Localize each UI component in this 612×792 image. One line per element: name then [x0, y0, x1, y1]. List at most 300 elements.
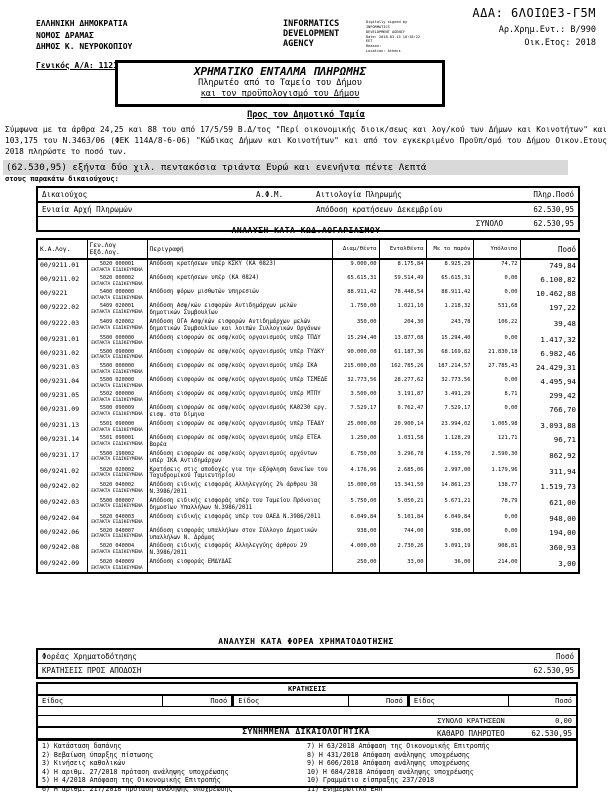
gl-category: ΕΚΤΑΚΤΑ ΕΙΔΙΚΕΥΜΕΝΑ [91, 565, 143, 571]
attachment-item: 7) Η 63/2018 Απόφαση της Οικονομικής Επιτροπής [307, 742, 490, 750]
gl-number: 5020 040002 [99, 482, 135, 489]
payment-amount: 62.530,95 [533, 205, 574, 214]
analysis-row [37, 513, 579, 527]
with-current-amount: 23.994,02 [426, 420, 473, 434]
issuer-line: ΔΗΜΟΣ Κ. ΝΕΥΡΟΚΟΠΙΟΥ [36, 42, 133, 52]
col-gl-account: Γεν.Λογ Εξδ.Λογ. [87, 239, 147, 259]
col-amount: Ποσό [520, 239, 579, 259]
entry-description: Απόδοση ειδικής εισφοράς Αλληλεγγύης άρθρου 29 Ν.3986/2011 [147, 542, 332, 558]
budgeted-amount: 15.000,00 [332, 481, 379, 497]
gl-number: 5500 000000 [99, 334, 135, 341]
account-code: 00/9231.03 [40, 363, 80, 371]
entry-description: Απόδοση εισφορών σε ασφ/κούς οργανισμούς υπέρ ΜΤΠΥ [147, 390, 332, 404]
gl-number: 5501 090001 [99, 435, 135, 442]
analysis-row [37, 542, 579, 558]
ordered-amount: 28.277,62 [379, 376, 426, 390]
digital-signature-stamp [283, 20, 428, 54]
funding-table [36, 648, 580, 679]
attachment-item: 10) Η 684/2018 Απόφαση ανάληψης υποχρέωσης [307, 767, 474, 776]
gl-category: ΕΚΤΑΚΤΑ ΕΙΔΙΚΕΥΜΕΝΑ [91, 549, 143, 555]
analysis-row [37, 302, 579, 318]
account-code: 00/9231.13 [40, 421, 80, 430]
gl-category: ΕΚΤΑΚΤΑ ΕΙΔΙΚΕΥΜΕΝΑ [91, 383, 143, 389]
account-code: 00/9211.02 [40, 275, 80, 284]
col-deduction-type-1: Είδος [37, 695, 162, 707]
fiscal-year: Οικ.Ετος: 2018 [524, 37, 596, 48]
account-code: 00/9242.02 [40, 482, 80, 491]
gl-number: 5500 020000 [99, 377, 135, 384]
ordered-amount: 33,00 [379, 558, 426, 573]
ordered-amount: 204,30 [379, 318, 426, 334]
deductions-empty-row [37, 707, 577, 716]
stamp-signature-line: DEVELOPMENT AGENCY [366, 29, 405, 34]
ordered-amount: 2.730,26 [379, 542, 426, 558]
budgeted-amount: 938,00 [332, 527, 379, 543]
stamp-agency-name: INFORMATICS DEVELOPMENT AGENCY [283, 19, 340, 49]
title-box [115, 60, 445, 107]
with-current-amount: 187.214,57 [426, 362, 473, 376]
col-deduction-type-3: Είδος [408, 695, 508, 707]
with-current-amount: 88.911,42 [426, 288, 473, 302]
col-payee: Δικαιούχος [37, 187, 252, 202]
remaining-amount: 0,00 [473, 274, 520, 288]
account-code: 00/9222.03 [40, 319, 80, 328]
total-amount: 62.530,95 [507, 217, 579, 232]
gl-category: ΕΚΤΑΚΤΑ ΕΙΔΙΚΕΥΜΕΝΑ [91, 281, 143, 287]
gl-account [87, 259, 147, 274]
gl-account [87, 334, 147, 348]
gl-category: ΕΚΤΑΚΤΑ ΕΙΔΙΚΕΥΜΕΝΑ [91, 427, 143, 433]
with-current-amount: 4.159,70 [426, 450, 473, 466]
gl-account [87, 318, 147, 334]
deductions-total-amount: 0,00 [509, 716, 577, 728]
with-current-amount: 3.491,29 [426, 390, 473, 404]
funding-amount: 62.530,95 [533, 666, 574, 675]
remaining-amount: 78,79 [473, 497, 520, 513]
analysis-row [37, 466, 579, 482]
entry-description: Απόδοση κρατήσεων υπέρ (ΚΑ 0824) [147, 274, 332, 288]
entry-description: Απόδοση εισφοράς ΕΜΔΥΔΑΣ [147, 558, 332, 573]
ordered-amount: 3.296,78 [379, 450, 426, 466]
entry-description: Απόδοση εισφορών σε ασφ/κούς οργανισμούς αρχόντων υπέρ ΙΚΑ Αντιδημάρχων [147, 450, 332, 466]
issuer-lines [36, 18, 132, 53]
ordered-amount: 744,00 [379, 527, 426, 543]
with-current-amount: 14.861,23 [426, 481, 473, 497]
entry-amount: 96,71 [520, 434, 579, 450]
serial-number: Γενικός Α/Α: 1121 [36, 60, 118, 70]
entry-description: Απόδοση ειδικής εισφοράς υπέρ του ΟΑΕΔ Ν.3986/2011 [147, 513, 332, 527]
doc-number: Αρ.Χρημ.Εντ.: Β/990 [498, 25, 596, 35]
ordered-amount: 78.448,54 [379, 288, 426, 302]
remaining-amount: 74,72 [473, 259, 520, 274]
remaining-amount: 0,00 [473, 513, 520, 527]
remaining-amount: 2.590,30 [473, 450, 520, 466]
col-afm: Α.Φ.Μ. [252, 187, 312, 202]
budgeted-amount: 25.000,00 [332, 420, 379, 434]
analysis-row [37, 274, 579, 288]
payee-name: Ενιαία Αρχή Πληρωμών [42, 205, 133, 214]
gl-account [87, 558, 147, 573]
account-code: 00/9231.14 [40, 435, 80, 444]
gl-category: ΕΚΤΑΚΤΑ ΕΙΔΙΚΕΥΜΕΝΑ [91, 520, 143, 526]
deductions-total-row [37, 716, 577, 728]
legal-paragraph: Σύμφωνα με τα άρθρα 24,25 και 88 του από 17/5/59 Β.Δ/τος "Περί οικονομικής διοικ/σεως και λογ/κού των Δήμων και Κοινοτήτων" και 103,175 του Ν.3463/06 (ΦΕΚ 114Α/8-6-06) "Κώδικας Δήμων και Κοινοτήτων" και από τον εγκεκριμένο Προϋπ/σμό του Δήμου Οικον.Ετους 2018 πληρώστε το ποσό των. [5, 125, 607, 157]
with-current-amount: 7.529,17 [426, 404, 473, 420]
budgeted-amount: 9.000,00 [332, 259, 379, 274]
remaining-amount: 214,00 [473, 558, 520, 573]
budgeted-amount: 5.750,00 [332, 497, 379, 513]
gl-number: 5020 040004 [99, 543, 135, 550]
budgeted-amount: 6.750,00 [332, 450, 379, 466]
gl-category: ΕΚΤΑΚΤΑ ΕΙΔΙΚΕΥΜΕΝΑ [91, 441, 143, 447]
analysis-row [37, 527, 579, 543]
with-current-amount: 243,78 [426, 318, 473, 334]
account-code: 00/9242.03 [40, 497, 80, 506]
gl-account [87, 466, 147, 482]
attachment-item: 6) Η αριθμ. 217/2018 πρόταση ανάληψης υποχρέωσης [42, 784, 233, 792]
col-description: Περιγραφή [147, 239, 332, 259]
ordered-amount: 13.341,50 [379, 481, 426, 497]
stamp-signature-line: Reason: [366, 44, 382, 49]
col-funding-amount: Ποσό [507, 649, 579, 664]
attachment-item: 10) Γραμμάτιο είσπραξης 237/2018 [307, 776, 435, 785]
account-code: 00/9241.02 [40, 466, 80, 475]
budgeted-amount: 4.000,00 [332, 542, 379, 558]
analysis-row [37, 481, 579, 497]
entry-description: Απόδοση φόρων μισθωτών υπηρεσιών [147, 288, 332, 302]
entry-description: Απόδοση εισφοράς υπαλλήλων στον Σύλλογο Δημοτικών υπαλλήλων Ν. Δράμας [147, 527, 332, 543]
entry-amount: 197,22 [520, 302, 579, 318]
gl-number: 5020 040003 [99, 513, 135, 520]
account-code: 00/9231.02 [40, 348, 80, 357]
gl-account [87, 274, 147, 288]
title-subtitle-1: Πληρωτέο από το Ταμείο του Δήμου [198, 78, 362, 88]
entry-amount: 24.429,31 [520, 362, 579, 376]
entry-description: Απόδοση Ασφ/κών εισφορών Αντιδημάρχων μελών δημοτικών Συμβουλίων [147, 302, 332, 318]
account-code: 00/9242.09 [40, 559, 80, 568]
remaining-amount: 21.830,18 [473, 348, 520, 362]
attachments-right-column [307, 742, 572, 792]
ordered-amount: 59.514,49 [379, 274, 426, 288]
entry-description: Απόδοση εισφορών σε ασφ/κούς οργανισμούς υπέρ ΤΕΑΔΥ [147, 420, 332, 434]
attachments-box [36, 738, 578, 792]
col-amount: Πληρ.Ποσό [507, 187, 579, 202]
col-remaining: Υπόλοιπο [473, 239, 520, 259]
gl-number: 5020 020002 [99, 466, 135, 473]
account-code: 00/9231.01 [40, 334, 80, 343]
gl-category: ΕΚΤΑΚΤΑ ΕΙΔΙΚΕΥΜΕΝΑ [91, 355, 143, 361]
issuer-line: ΝΟΜΟΣ ΔΡΑΜΑΣ [36, 30, 94, 40]
analysis-row [37, 334, 579, 348]
remaining-amount: 121,71 [473, 434, 520, 450]
gl-number: 5500 000007 [99, 497, 135, 504]
entry-description: Απόδοση ειδικής εισφοράς Αλληλεγγύης 2% άρθρου 38 Ν.3986/2011 [147, 481, 332, 497]
attachments-section-title: ΣΥΝΗΜΜΕΝΑ ΔΙΚΑΙΟΛΟΓΗΤΙΚΑ [242, 727, 370, 736]
ordered-amount: 61.187,36 [379, 348, 426, 362]
with-current-amount: 938,00 [426, 527, 473, 543]
gl-account [87, 404, 147, 420]
ordered-amount: 6.762,47 [379, 404, 426, 420]
with-current-amount: 65.615,31 [426, 274, 473, 288]
analysis-row [37, 288, 579, 302]
col-ordered: Ενταλθέντα [379, 239, 426, 259]
attachment-item: 11) Ενημερωτικό ΕΑΠ [307, 784, 383, 792]
gl-category: ΕΚΤΑΚΤΑ ΕΙΔΙΚΕΥΜΕΝΑ [91, 411, 143, 417]
budgeted-amount: 90.000,00 [332, 348, 379, 362]
entry-description: Απόδοση ειδικής εισφοράς υπέρ του Ταμείου Πρόνοιας δημοσίων Υπαλλήλων Ν.3986/2011 [147, 497, 332, 513]
funding-header-row [37, 649, 579, 664]
ordered-amount: 162.785,26 [379, 362, 426, 376]
gl-category: ΕΚΤΑΚΤΑ ΕΙΔΙΚΕΥΜΕΝΑ [91, 309, 143, 315]
gl-number: 5020 040009 [99, 559, 135, 566]
budgeted-amount: 350,00 [332, 318, 379, 334]
beneficiary-row [37, 202, 579, 217]
gl-category: ΕΚΤΑΚΤΑ ΕΙΔΙΚΕΥΜΕΝΑ [91, 397, 143, 403]
attachment-item: 8) Η 431/2018 Απόφαση ανάληψης υποχρέωσης [307, 750, 470, 759]
remaining-amount: 1.005,98 [473, 420, 520, 434]
budgeted-amount: 65.615,31 [332, 274, 379, 288]
analysis-row [37, 558, 579, 573]
gl-category: ΕΚΤΑΚΤΑ ΕΙΔΙΚΕΥΜΕΝΑ [91, 457, 143, 463]
gl-account [87, 513, 147, 527]
with-current-amount: 32.773,56 [426, 376, 473, 390]
gl-number: 5409 020001 [99, 303, 135, 310]
ordered-amount: 20.900,14 [379, 420, 426, 434]
funding-row [37, 664, 579, 679]
entry-description: Απόδοση κρατήσεων υπέρ ΚΣΚΥ (ΚΑ 0823) [147, 259, 332, 274]
account-code: 00/9211.01 [40, 261, 80, 269]
with-current-amount: 6.049,84 [426, 513, 473, 527]
funding-source: ΚΡΑΤΗΣΕΙΣ ΠΡΟΣ ΑΠΟΔΟΣΗ [42, 666, 142, 675]
ordered-amount: 2.685,06 [379, 466, 426, 482]
ordered-amount: 5.050,21 [379, 497, 426, 513]
entry-description: Απόδοση εισφορών σε ασφ/κούς οργανισμούς υπέρ ΤΥΔΚΥ [147, 348, 332, 362]
issuer-line: ΕΛΛΗΝΙΚΗ ΔΗΜΟΚΡΑΤΙΑ [36, 19, 128, 28]
entry-amount: 6.100,82 [520, 274, 579, 288]
ordered-amount: 8.175,84 [379, 259, 426, 274]
attachment-item: 2) Βεβαίωση ύπαρξης πίστωσης [42, 750, 154, 759]
with-current-amount: 68.169,82 [426, 348, 473, 362]
budgeted-amount: 1.750,00 [332, 302, 379, 318]
gl-category: ΕΚΤΑΚΤΑ ΕΙΔΙΚΕΥΜΕΝΑ [91, 369, 143, 375]
entry-description: Απόδοση ΟΓΑ Ασφ/κών εισφορών Αντιδημάρχων μελών δημοτικών Συμβουλίων και λοιπών Συλλογικών Οργάνων [147, 318, 332, 334]
deductions-title-row [37, 683, 577, 695]
gl-account [87, 481, 147, 497]
col-reason: Αιτιολογία Πληρωμής [312, 187, 507, 202]
stamp-signature-line: Digitally signed by [366, 20, 408, 24]
remaining-amount: 908,81 [473, 542, 520, 558]
budgeted-amount: 250,00 [332, 558, 379, 573]
gl-category: ΕΚΤΑΚΤΑ ΕΙΔΙΚΕΥΜΕΝΑ [91, 488, 143, 494]
gl-number: 5020 000002 [99, 275, 135, 282]
beneficiary-header-row [37, 187, 579, 202]
gl-account [87, 542, 147, 558]
col-deduction-amount-2: Ποσό [348, 695, 408, 707]
gl-number: 5502 000000 [99, 391, 135, 398]
stamp-signature-line: Location: Athens [366, 49, 401, 54]
analysis-row [37, 497, 579, 513]
remaining-amount: 0,00 [473, 288, 520, 302]
entry-amount: 311,94 [520, 466, 579, 482]
deductions-title: ΚΡΑΤΗΣΕΙΣ [37, 683, 577, 695]
analysis-row [37, 348, 579, 362]
entry-amount: 39,48 [520, 318, 579, 334]
account-code: 00/9242.04 [40, 513, 80, 522]
stamp-signature-text [366, 20, 428, 54]
addressee-line: Προς τον Δημοτικό Ταμία [247, 110, 365, 120]
account-code: 00/9242.08 [40, 543, 80, 552]
analysis-row [37, 259, 579, 274]
funding-section-title: ΑΝΑΛΥΣΗ ΚΑΤΑ ΦΟΡΕΑ ΧΡΗΜΑΤΟΔΟΤΗΣΗΣ [218, 637, 394, 646]
gl-account [87, 420, 147, 434]
account-code: 00/9221 [40, 289, 68, 298]
beneficiaries-label: στους παρακάτω δικαιούχους: [5, 175, 119, 183]
analysis-table [36, 238, 580, 574]
remaining-amount: 0,00 [473, 404, 520, 420]
col-funding-source: Φορέας Χρηματοδότησης [37, 649, 507, 664]
col-deduction-amount-1: Ποσό [162, 695, 232, 707]
attachment-item: 4) Η αριθμ. 27/2018 πρόταση ανάληψης υποχρέωσης [42, 767, 229, 776]
budgeted-amount: 4.176,96 [332, 466, 379, 482]
budgeted-amount: 88.911,42 [332, 288, 379, 302]
budgeted-amount: 3.500,00 [332, 390, 379, 404]
gl-account [87, 450, 147, 466]
budgeted-amount: 6.049,84 [332, 513, 379, 527]
gl-account [87, 376, 147, 390]
gl-category: ΕΚΤΑΚΤΑ ΕΙΔΙΚΕΥΜΕΝΑ [91, 325, 143, 331]
with-current-amount: 3.091,19 [426, 542, 473, 558]
budgeted-amount: 7.529,17 [332, 404, 379, 420]
gl-account [87, 348, 147, 362]
ordered-amount: 1.021,10 [379, 302, 426, 318]
gl-category: ΕΚΤΑΚΤΑ ΕΙΔΙΚΕΥΜΕΝΑ [91, 295, 143, 301]
gl-number: 5500 000000 [99, 363, 135, 369]
account-code: 00/9231.04 [40, 377, 80, 386]
total-label: ΣΥΝΟΛΟ [312, 217, 507, 232]
budgeted-amount: 215.000,00 [332, 362, 379, 376]
col-deduction-amount-3: Ποσό [509, 695, 577, 707]
analysis-row [37, 362, 579, 376]
entry-amount: 948,00 [520, 513, 579, 527]
with-current-amount: 5.671,21 [426, 497, 473, 513]
analysis-header-row [37, 239, 579, 259]
remaining-amount: 106,22 [473, 318, 520, 334]
payment-reason: Απόδοση κρατήσεων Δεκεμβρίου [316, 205, 443, 214]
account-code: 00/9231.05 [40, 391, 80, 400]
entry-description: Απόδοση εισφορών σε ασφ/κούς οργανισμούς υπέρ ΤΠΔΥ [147, 334, 332, 348]
entry-description: Κρατήσεις στις αποδοχές για την εξόφληση δανείων του Ταχυδρομικού Ταμιευτηρίου [147, 466, 332, 482]
analysis-row [37, 390, 579, 404]
stamp-signature-line: INFORMATICS [366, 24, 390, 29]
budgeted-amount: 1.250,00 [332, 434, 379, 450]
attachment-item: 1) Κατάσταση δαπάνης [42, 742, 122, 750]
with-current-amount: 1.218,32 [426, 302, 473, 318]
analysis-row [37, 434, 579, 450]
gl-category: ΕΚΤΑΚΤΑ ΕΙΔΙΚΕΥΜΕΝΑ [91, 267, 143, 273]
gl-account [87, 288, 147, 302]
with-current-amount: 15.294,40 [426, 334, 473, 348]
analysis-row [37, 376, 579, 390]
entry-amount: 749,84 [520, 259, 579, 274]
attachment-item: 3) Κινήσεις καθολικών [42, 759, 126, 768]
entry-amount: 194,00 [520, 527, 579, 543]
analysis-row [37, 404, 579, 420]
remaining-amount: 0,00 [473, 527, 520, 543]
title-subtitle-2: και τον προϋπολογισμό του Δήμου [200, 89, 360, 100]
stamp-signature-line: Date: 2018.03.15 10:18:22 EET [366, 34, 421, 44]
gl-account [87, 390, 147, 404]
entry-amount: 621,00 [520, 497, 579, 513]
analysis-row [37, 318, 579, 334]
document-meta [499, 24, 596, 50]
ordered-amount: 5.101,84 [379, 513, 426, 527]
col-account-code: Κ.Α.Λογ. [37, 239, 87, 259]
entry-amount: 299,42 [520, 390, 579, 404]
with-current-amount: 2.997,00 [426, 466, 473, 482]
gl-number: 5501 090000 [99, 421, 135, 428]
attachments-left-column [42, 742, 307, 792]
gl-category: ΕΚΤΑΚΤΑ ΕΙΔΙΚΕΥΜΕΝΑ [91, 534, 143, 540]
attachment-item: 9) Η 606/2018 Απόφαση ανάληψης υποχρέωσης [307, 759, 470, 768]
remaining-amount: 0,00 [473, 376, 520, 390]
document-title: ΧΡΗΜΑΤΙΚΟ ΕΝΤΑΛΜΑ ΠΛΗΡΩΜΗΣ [193, 65, 367, 78]
remaining-amount: 138,77 [473, 481, 520, 497]
entry-amount: 1.417,32 [520, 334, 579, 348]
deductions-header-row [37, 695, 577, 707]
entry-description: Απόδοση εισφορών σε ασφ/κούς οργανισμούς υπέρ ΙΚΑ [147, 362, 332, 376]
remaining-amount: 0,00 [473, 334, 520, 348]
gl-account [87, 527, 147, 543]
entry-amount: 766,70 [520, 404, 579, 420]
analysis-section-title: ΑΝΑΛΥΣΗ ΚΑΤΑ ΚΩΔ.ΛΟΓΑΡΙΑΣΜΟΥ [231, 226, 381, 235]
gl-number: 5500 090009 [99, 405, 135, 412]
ordered-amount: 13.877,08 [379, 334, 426, 348]
entry-description: Απόδοση εισφορών σε ασφ/κούς οργανισμούς ΚΑ0230 εργ. εισφ. στα δίμηνα [147, 404, 332, 420]
gl-number: 5400 000000 [99, 289, 135, 296]
entry-amount: 862,92 [520, 450, 579, 466]
ada-number: ΑΔΑ: 6ΛΟΙΩΕ3-Γ5Μ [472, 6, 596, 20]
net-payable-label: ΚΑΘΑΡΟ ΠΛΗΡΩΤΕΟ [37, 727, 509, 740]
entry-amount: 10.462,88 [520, 288, 579, 302]
entry-description: Απόδοση εισφορών σε ασφ/κούς οργανισμούς υπέρ ΤΣΜΕΔΕ [147, 376, 332, 390]
gl-number: 5020 000001 [99, 261, 135, 267]
ordered-amount: 1.031,58 [379, 434, 426, 450]
entry-amount: 4.495,94 [520, 376, 579, 390]
with-current-amount: 8.925,29 [426, 259, 473, 274]
gl-number: 5500 090000 [99, 348, 135, 355]
funding-rows [37, 664, 579, 679]
gl-account [87, 497, 147, 513]
account-code: 00/9242.06 [40, 527, 80, 536]
analysis-row [37, 450, 579, 466]
account-code: 00/9231.17 [40, 450, 80, 459]
gl-account [87, 362, 147, 376]
col-with-current: Με το παρόν [426, 239, 473, 259]
with-current-amount: 36,00 [426, 558, 473, 573]
gl-category: ΕΚΤΑΚΤΑ ΕΙΔΙΚΕΥΜΕΝΑ [91, 504, 143, 510]
budgeted-amount: 15.294,40 [332, 334, 379, 348]
gl-account [87, 434, 147, 450]
col-budgeted: Διαμ/θέντα [332, 239, 379, 259]
with-current-amount: 1.128,29 [426, 434, 473, 450]
gl-category: ΕΚΤΑΚΤΑ ΕΙΔΙΚΕΥΜΕΝΑ [91, 473, 143, 479]
net-payable-amount: 62.530,95 [509, 727, 577, 740]
entry-amount: 1.519,73 [520, 481, 579, 497]
budgeted-amount: 32.773,56 [332, 376, 379, 390]
ordered-amount: 3.191,87 [379, 390, 426, 404]
beneficiary-rows [37, 202, 579, 217]
gl-account [87, 302, 147, 318]
